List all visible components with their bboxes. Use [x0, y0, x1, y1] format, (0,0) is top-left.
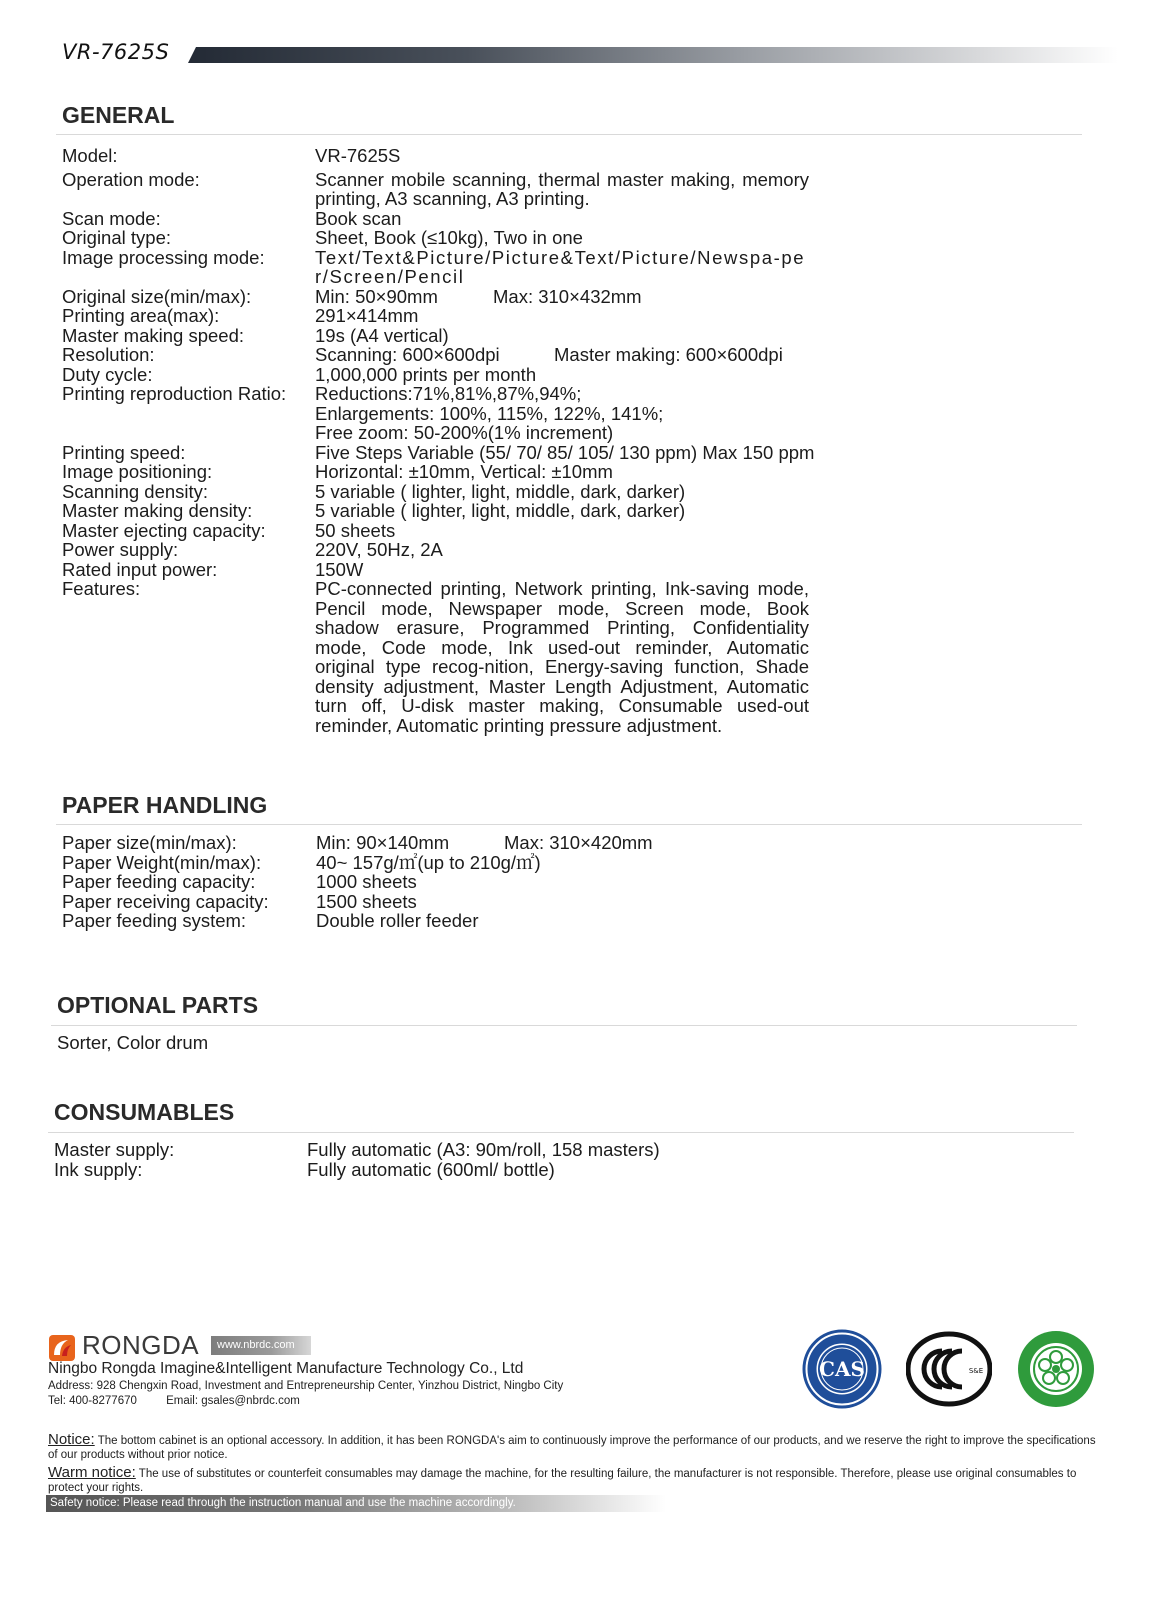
spec-label: Paper Weight(min/max):: [62, 851, 262, 873]
spec-value-max: Max: 310×420mm: [504, 832, 653, 853]
rongda-logo-icon: [48, 1334, 76, 1362]
spec-row-ink-supply: [54, 1160, 801, 1180]
spec-row-original-size: [62, 287, 875, 307]
spec-row-scanning-density: [62, 482, 875, 502]
address-line: [48, 1380, 563, 1392]
spec-value-enlargements: Enlargements: 100%, 115%, 122%, 141%;: [315, 402, 664, 424]
divider: [56, 134, 1082, 135]
spec-label: Printing reproduction Ratio:: [62, 383, 287, 404]
spec-value: 19s (A4 vertical): [315, 324, 449, 346]
spec-row-printing-speed: [62, 443, 875, 463]
spec-value: Scanner mobile scanning, thermal master making, memory printing, A3 scanning, A3 printing.: [315, 168, 809, 209]
consumables-spec-table: [54, 1140, 801, 1179]
divider: [56, 824, 1082, 825]
spec-row-master-making-speed: [62, 326, 875, 346]
spec-row-image-processing-mode: [62, 248, 875, 287]
spec-label: Duty cycle:: [62, 363, 153, 385]
spec-value: Book scan: [315, 207, 402, 229]
spec-row-paper-size: [62, 833, 810, 853]
environmental-label-icon: [1016, 1329, 1096, 1409]
svg-text:CAS: CAS: [819, 1357, 865, 1381]
cas-certification-icon: [802, 1329, 882, 1409]
spec-label: Ink supply:: [54, 1158, 143, 1180]
spec-row-master-ejecting-capacity: [62, 521, 875, 541]
spec-value-min: Min: 50×90mm: [315, 285, 438, 307]
brand-name: RONGDA: [82, 1330, 200, 1360]
spec-value: Fully automatic (A3: 90m/roll, 158 masters): [307, 1139, 660, 1160]
spec-label: Power supply:: [62, 539, 179, 560]
spec-label: Printing speed:: [62, 441, 186, 463]
telephone: Tel: 400-8277670: [48, 1395, 137, 1407]
spec-label: Paper size(min/max):: [62, 832, 237, 853]
spec-label: Image positioning:: [62, 461, 213, 482]
spec-row-rated-input-power: [62, 560, 875, 580]
spec-row-printing-area: [62, 306, 875, 326]
address-value: 928 Chengxin Road, Investment and Entrepreneurship Center, Yinzhou District, Ningbo City: [96, 1380, 564, 1392]
ccc-certification-icon: [906, 1329, 992, 1409]
spec-label: Original type:: [62, 227, 171, 248]
company-name: Ningbo Rongda Imagine&Intelligent Manufacture Technology Co., Ltd: [48, 1360, 524, 1377]
spec-value: Text/Text&Picture/Picture&Text/Picture/Newspa-per/Screen/Pencil: [315, 246, 806, 287]
spec-label: Master making density:: [62, 500, 253, 521]
spec-row-resolution: [62, 345, 875, 365]
divider: [48, 1132, 1074, 1133]
paper-handling-spec-table: [62, 833, 810, 931]
notice-text: The bottom cabinet is an optional accessory. In addition, it has been RONGDA's aim to continuously improve the performance of our products, and we reserve the right to improve the specifications of our products without prior notice.: [48, 1435, 1096, 1461]
spec-value: 220V, 50Hz, 2A: [315, 539, 443, 560]
spec-row-features: [62, 579, 875, 735]
spec-value-min: Min: 90×140mm: [316, 832, 450, 853]
spec-label: Original size(min/max):: [62, 285, 252, 307]
spec-value: 150W: [315, 558, 364, 580]
spec-label: Master ejecting capacity:: [62, 519, 266, 541]
spec-row-master-supply: [54, 1140, 801, 1160]
spec-row-paper-feeding-system: [62, 911, 810, 931]
spec-row-original-type: [62, 228, 875, 248]
spec-label: Scan mode:: [62, 207, 161, 229]
spec-value-scanning: Scanning: 600×600dpi: [315, 344, 500, 365]
spec-label: Printing area(max):: [62, 305, 220, 326]
section-title-paper-handling: PAPER HANDLING: [62, 792, 268, 818]
spec-label: Resolution:: [62, 344, 155, 365]
spec-value: 1500 sheets: [316, 890, 417, 912]
website-badge[interactable]: www.nbrdc.com: [211, 1336, 311, 1355]
spec-row-scan-mode: [62, 209, 875, 229]
spec-value-master-making: Master making: 600×600dpi: [554, 344, 783, 365]
section-title-general: GENERAL: [62, 102, 175, 128]
spec-row-duty-cycle: [62, 365, 875, 385]
notice-label: Notice:: [48, 1431, 95, 1448]
spec-row-operation-mode: [62, 170, 875, 209]
spec-label: Image processing mode:: [62, 246, 265, 268]
email[interactable]: Email: gsales@nbrdc.com: [166, 1395, 300, 1407]
spec-label: Paper feeding system:: [62, 910, 247, 931]
spec-value-max: Max: 310×432mm: [493, 285, 642, 307]
spec-value: 5 variable ( lighter, light, middle, dark, darker): [315, 480, 686, 502]
spec-label: Operation mode:: [62, 168, 200, 190]
spec-value: PC-connected printing, Network printing, Ink-saving mode, Pencil mode, Newspaper mode, Screen mode, Book shadow erasure, Programmed Printing, Confidentiality mode, Code mode, Ink used-out reminder, Automatic original type recog-nition, Energy-saving function, Shade density adjustment, Master Length Adjustment, Automatic turn off, U-disk master making, Consumable used-out reminder, Automatic printing pressure adjustment.: [315, 578, 809, 736]
spec-row-master-making-density: [62, 501, 875, 521]
warm-notice-paragraph: [48, 1466, 1108, 1495]
spec-value: Five Steps Variable (55/ 70/ 85/ 105/ 130 ppm) Max 150 ppm: [315, 441, 815, 463]
notice-paragraph: [48, 1433, 1108, 1462]
spec-label: Paper feeding capacity:: [62, 871, 256, 892]
spec-label: Rated input power:: [62, 558, 218, 580]
spec-row-paper-feeding-capacity: [62, 872, 810, 892]
contact-line: [48, 1395, 326, 1407]
safety-notice-bar: Safety notice: Please read through the instruction manual and use the machine accordingly.: [46, 1495, 666, 1512]
divider: [51, 1025, 1077, 1026]
spec-value: 291×414mm: [315, 305, 419, 326]
spec-value: 1000 sheets: [316, 871, 417, 892]
spec-value-free-zoom: Free zoom: 50-200%(1% increment): [315, 422, 614, 443]
spec-value: Sheet, Book (≤10kg), Two in one: [315, 227, 583, 248]
warm-notice-text: The use of substitutes or counterfeit consumables may damage the machine, for the resulting failure, the manufacturer is not responsible. Therefore, please use original consumables to protect your rights.: [48, 1468, 1077, 1494]
spec-label: Features:: [62, 578, 141, 599]
spec-value: 40~ 157g/㎡(up to 210g/㎡): [316, 851, 541, 873]
optional-parts-text: Sorter, Color drum: [57, 1032, 209, 1053]
spec-value-group: [315, 384, 809, 443]
spec-label: Paper receiving capacity:: [62, 890, 269, 912]
spec-value: 1,000,000 prints per month: [315, 363, 537, 385]
spec-row-paper-weight: [62, 853, 810, 873]
spec-value-reductions: Reductions:71%,81%,87%,94%;: [315, 383, 582, 404]
spec-row-reproduction-ratio: [62, 384, 875, 443]
spec-value: VR-7625S: [315, 145, 401, 166]
model-header: VR-7625S: [62, 40, 170, 64]
section-title-optional-parts: OPTIONAL PARTS: [57, 992, 259, 1018]
address-label: Address:: [48, 1380, 94, 1392]
section-title-consumables: CONSUMABLES: [54, 1099, 235, 1125]
spec-value: Fully automatic (600ml/ bottle): [307, 1158, 555, 1180]
spec-row-paper-receiving-capacity: [62, 892, 810, 912]
spec-value: 5 variable ( lighter, light, middle, dark, darker): [315, 500, 686, 521]
spec-label: Master making speed:: [62, 324, 245, 346]
spec-value: Horizontal: ±10mm, Vertical: ±10mm: [315, 461, 613, 482]
spec-row-image-positioning: [62, 462, 875, 482]
spec-label: Scanning density:: [62, 480, 209, 502]
spec-row-model: [62, 146, 875, 166]
general-spec-table: [62, 146, 875, 735]
header-gradient-bar: [188, 47, 1118, 63]
spec-label: Master supply:: [54, 1139, 175, 1160]
warm-notice-label: Warm notice:: [48, 1464, 136, 1481]
ccc-sub-label: S&E: [968, 1367, 984, 1375]
spec-value: 50 sheets: [315, 519, 396, 541]
spec-label: Model:: [62, 145, 118, 166]
spec-value: Double roller feeder: [316, 910, 479, 931]
spec-row-power-supply: [62, 540, 875, 560]
